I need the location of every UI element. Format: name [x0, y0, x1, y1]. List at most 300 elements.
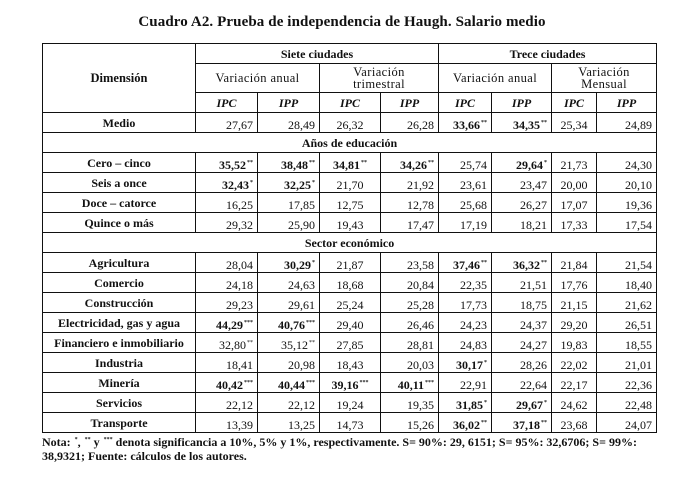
value-cell — [597, 213, 657, 233]
cell-value: 40,76 — [278, 318, 305, 332]
value-cell — [597, 173, 657, 193]
cell-value: 14,73 — [336, 418, 364, 432]
table-row — [43, 193, 657, 213]
table-row — [43, 173, 657, 193]
subgroup-line: Mensual — [581, 77, 627, 91]
cell-value: 17,47 — [407, 218, 435, 232]
value-cell — [552, 333, 597, 353]
row-label: Quince o más — [43, 213, 196, 233]
cell-value: 34,35 — [513, 118, 541, 132]
value-cell — [439, 253, 492, 273]
value-cell — [492, 413, 552, 433]
significance-marker: * — [544, 160, 548, 166]
cell-value: 17,73 — [460, 298, 488, 312]
significance-marker: *** — [359, 380, 369, 386]
cell-value: 19,43 — [336, 218, 364, 232]
cell-value: 18,68 — [336, 278, 364, 292]
note-sep-2: y — [90, 435, 103, 449]
value-cell — [381, 273, 439, 293]
table-note — [42, 435, 662, 463]
cell-value: 35,12 — [281, 338, 308, 352]
cell-value: 27,67 — [226, 118, 253, 132]
cell-value: 21,54 — [625, 258, 653, 272]
value-cell — [258, 333, 320, 353]
cell-value: 13,25 — [288, 418, 315, 432]
cell-value: 21,62 — [625, 298, 653, 312]
value-cell — [552, 173, 597, 193]
value-cell — [552, 313, 597, 333]
cell-value: 22,36 — [625, 378, 653, 392]
value-cell — [492, 173, 552, 193]
row-label: Transporte — [43, 413, 196, 433]
cell-value: 29,23 — [226, 298, 253, 312]
value-cell — [492, 293, 552, 313]
cell-value: 20,10 — [625, 178, 653, 192]
significance-marker: ** — [481, 260, 488, 266]
value-cell — [320, 253, 381, 273]
subgroup-line: Variación anual — [452, 71, 538, 85]
cell-value: 23,68 — [560, 418, 588, 432]
cell-value: 21,70 — [336, 178, 364, 192]
significance-marker: ** — [481, 420, 488, 426]
index-header: IPC — [320, 93, 381, 113]
cell-value: 18,41 — [226, 358, 253, 372]
cell-value: 26,27 — [520, 198, 548, 212]
table-row — [43, 113, 657, 133]
cell-value: 38,48 — [281, 158, 308, 172]
row-label: Cero – cinco — [43, 153, 196, 173]
cell-value: 22,35 — [460, 278, 488, 292]
row-label: Minería — [43, 373, 196, 393]
significance-marker: ** — [309, 160, 315, 166]
value-cell — [439, 393, 492, 413]
value-cell — [258, 173, 320, 193]
significance-marker: ** — [247, 340, 253, 346]
value-cell — [258, 213, 320, 233]
cell-value: 23,58 — [407, 258, 435, 272]
row-label: Industria — [43, 353, 196, 373]
significance-marker: ** — [541, 260, 548, 266]
value-cell — [196, 273, 258, 293]
cell-value: 17,76 — [560, 278, 588, 292]
cell-value: 34,26 — [400, 158, 428, 172]
value-cell — [196, 293, 258, 313]
section-row — [43, 133, 657, 153]
note-prefix: Nota: — [42, 435, 74, 449]
value-cell — [320, 373, 381, 393]
value-cell — [597, 373, 657, 393]
significance-marker: ** — [309, 340, 315, 346]
group-header-trece-ciudades: Trece ciudades — [439, 44, 657, 64]
value-cell — [597, 293, 657, 313]
value-cell — [439, 373, 492, 393]
table-row — [43, 413, 657, 433]
cell-value: 30,29 — [284, 258, 311, 272]
value-cell — [196, 253, 258, 273]
value-cell — [439, 333, 492, 353]
significance-marker: *** — [306, 320, 315, 326]
cell-value: 29,32 — [226, 218, 253, 232]
cell-value: 21,01 — [625, 358, 653, 372]
value-cell — [196, 213, 258, 233]
value-cell — [258, 113, 320, 133]
cell-value: 20,98 — [288, 358, 315, 372]
note-sig-2: ** — [84, 437, 91, 443]
cell-value: 19,35 — [407, 398, 435, 412]
value-cell — [597, 393, 657, 413]
cell-value: 28,04 — [226, 258, 253, 272]
note-text: denota significancia a 10%, 5% y 1%, respectivamente. S= 90%: 29, 6151; S= 95%: 32,6706; S= 99%: 38,9321; Fuente: cálculos de los autores. — [42, 435, 637, 463]
table-row — [43, 393, 657, 413]
value-cell — [258, 193, 320, 213]
value-cell — [196, 153, 258, 173]
value-cell — [439, 193, 492, 213]
value-cell — [492, 253, 552, 273]
row-label: Comercio — [43, 273, 196, 293]
row-label: Medio — [43, 113, 196, 133]
value-cell — [258, 253, 320, 273]
value-cell — [258, 273, 320, 293]
value-cell — [196, 333, 258, 353]
value-cell — [597, 353, 657, 373]
cell-value: 29,64 — [516, 158, 544, 172]
cell-value: 20,03 — [407, 358, 435, 372]
value-cell — [320, 153, 381, 173]
table-row — [43, 373, 657, 393]
cell-value: 21,92 — [407, 178, 435, 192]
value-cell — [552, 193, 597, 213]
table-row — [43, 213, 657, 233]
value-cell — [492, 273, 552, 293]
value-cell — [381, 153, 439, 173]
cell-value: 13,39 — [226, 418, 253, 432]
value-cell — [492, 333, 552, 353]
value-cell — [196, 313, 258, 333]
cell-value: 32,43 — [222, 178, 249, 192]
index-header: IPP — [492, 93, 552, 113]
value-cell — [439, 353, 492, 373]
table-row — [43, 293, 657, 313]
value-cell — [196, 113, 258, 133]
note-sig-1: * — [74, 437, 78, 443]
cell-value: 29,20 — [560, 318, 588, 332]
cell-value: 33,66 — [453, 118, 481, 132]
significance-marker: * — [484, 360, 488, 366]
cell-value: 26,51 — [625, 318, 653, 332]
cell-value: 24,62 — [560, 398, 588, 412]
note-sep-1: , — [77, 435, 84, 449]
value-cell — [439, 273, 492, 293]
significance-marker: ** — [481, 120, 488, 126]
value-cell — [320, 273, 381, 293]
cell-value: 40,11 — [397, 378, 425, 392]
cell-value: 17,33 — [560, 218, 588, 232]
value-cell — [381, 293, 439, 313]
cell-value: 17,19 — [460, 218, 488, 232]
value-cell — [597, 153, 657, 173]
cell-value: 39,16 — [331, 378, 359, 392]
row-label: Seis a once — [43, 173, 196, 193]
cell-value: 24,18 — [226, 278, 253, 292]
value-cell — [258, 153, 320, 173]
cell-value: 24,23 — [460, 318, 488, 332]
row-label: Servicios — [43, 393, 196, 413]
value-cell — [439, 313, 492, 333]
section-label: Sector económico — [43, 233, 657, 253]
value-cell — [552, 253, 597, 273]
value-cell — [258, 413, 320, 433]
value-cell — [492, 193, 552, 213]
cell-value: 28,81 — [407, 338, 435, 352]
subgroup-line: Variación — [353, 65, 405, 79]
cell-value: 18,75 — [520, 298, 548, 312]
value-cell — [597, 253, 657, 273]
cell-value: 37,46 — [453, 258, 481, 272]
row-label: Construcción — [43, 293, 196, 313]
cell-value: 37,18 — [513, 418, 541, 432]
row-label: Doce – catorce — [43, 193, 196, 213]
value-cell — [552, 113, 597, 133]
cell-value: 25,68 — [460, 198, 488, 212]
value-cell — [320, 413, 381, 433]
cell-value: 21,51 — [520, 278, 548, 292]
value-cell — [492, 213, 552, 233]
value-cell — [492, 153, 552, 173]
cell-value: 40,44 — [278, 378, 305, 392]
cell-value: 36,02 — [453, 418, 481, 432]
value-cell — [320, 193, 381, 213]
cell-value: 22,12 — [288, 398, 315, 412]
index-header: IPC — [439, 93, 492, 113]
value-cell — [552, 353, 597, 373]
cell-value: 20,84 — [407, 278, 435, 292]
cell-value: 17,85 — [288, 198, 315, 212]
value-cell — [258, 393, 320, 413]
subgroup-line: trimestral — [353, 77, 405, 91]
significance-marker: *** — [244, 320, 253, 326]
value-cell — [439, 113, 492, 133]
value-cell — [492, 113, 552, 133]
value-cell — [196, 173, 258, 193]
cell-value: 26,46 — [407, 318, 435, 332]
cell-value: 23,61 — [460, 178, 488, 192]
cell-value: 27,85 — [336, 338, 364, 352]
cell-value: 32,25 — [284, 178, 311, 192]
table-row — [43, 253, 657, 273]
value-cell — [552, 213, 597, 233]
value-cell — [196, 393, 258, 413]
value-cell — [196, 413, 258, 433]
cell-value: 12,75 — [336, 198, 364, 212]
cell-value: 21,73 — [560, 158, 588, 172]
cell-value: 24,37 — [520, 318, 548, 332]
cell-value: 18,43 — [336, 358, 364, 372]
cell-value: 17,07 — [560, 198, 588, 212]
significance-marker: *** — [244, 380, 253, 386]
significance-marker: * — [312, 180, 315, 186]
value-cell — [552, 413, 597, 433]
value-cell — [196, 353, 258, 373]
cell-value: 25,24 — [336, 298, 364, 312]
value-cell — [258, 353, 320, 373]
cell-value: 28,26 — [520, 358, 548, 372]
cell-value: 32,80 — [219, 338, 246, 352]
value-cell — [439, 413, 492, 433]
value-cell — [196, 193, 258, 213]
value-cell — [381, 253, 439, 273]
cell-value: 25,90 — [288, 218, 315, 232]
cell-value: 18,55 — [625, 338, 653, 352]
table-row — [43, 153, 657, 173]
significance-marker: ** — [247, 160, 253, 166]
cell-value: 29,40 — [336, 318, 364, 332]
cell-value: 19,83 — [560, 338, 588, 352]
cell-value: 15,26 — [407, 418, 435, 432]
value-cell — [320, 173, 381, 193]
subgroup-header — [320, 64, 439, 93]
value-cell — [492, 373, 552, 393]
cell-value: 22,12 — [226, 398, 253, 412]
index-header: IPP — [381, 93, 439, 113]
cell-value: 24,07 — [625, 418, 653, 432]
value-cell — [492, 353, 552, 373]
value-cell — [320, 293, 381, 313]
note-sig-3: *** — [103, 437, 113, 443]
significance-marker: *** — [425, 380, 435, 386]
cell-value: 25,28 — [407, 298, 435, 312]
cell-value: 25,74 — [460, 158, 488, 172]
index-header: IPP — [258, 93, 320, 113]
subgroup-header — [552, 64, 657, 93]
cell-value: 24,89 — [625, 118, 653, 132]
cell-value: 24,27 — [520, 338, 548, 352]
value-cell — [492, 313, 552, 333]
value-cell — [597, 113, 657, 133]
value-cell — [552, 153, 597, 173]
cell-value: 19,24 — [336, 398, 364, 412]
value-cell — [381, 113, 439, 133]
cell-value: 36,32 — [513, 258, 541, 272]
cell-value: 24,63 — [288, 278, 315, 292]
index-header: IPC — [196, 93, 258, 113]
significance-marker: * — [544, 400, 548, 406]
cell-value: 22,48 — [625, 398, 653, 412]
value-cell — [597, 333, 657, 353]
cell-value: 17,54 — [625, 218, 653, 232]
value-cell — [381, 413, 439, 433]
cell-value: 20,00 — [560, 178, 588, 192]
cell-value: 35,52 — [219, 158, 246, 172]
value-cell — [381, 173, 439, 193]
dimension-header: Dimensión — [43, 44, 196, 113]
significance-marker: * — [484, 400, 488, 406]
cell-value: 22,91 — [460, 378, 488, 392]
value-cell — [320, 113, 381, 133]
value-cell — [597, 413, 657, 433]
cell-value: 21,84 — [560, 258, 588, 272]
cell-value: 26,28 — [407, 118, 435, 132]
significance-marker: ** — [541, 420, 548, 426]
cell-value: 16,25 — [226, 198, 253, 212]
value-cell — [439, 213, 492, 233]
cell-value: 31,85 — [456, 398, 484, 412]
table-row — [43, 333, 657, 353]
row-label: Financiero e inmobiliario — [43, 333, 196, 353]
value-cell — [320, 213, 381, 233]
cell-value: 29,67 — [516, 398, 544, 412]
value-cell — [492, 393, 552, 413]
value-cell — [381, 353, 439, 373]
cell-value: 28,49 — [288, 118, 315, 132]
index-header: IPP — [597, 93, 657, 113]
value-cell — [258, 373, 320, 393]
value-cell — [381, 393, 439, 413]
value-cell — [552, 373, 597, 393]
value-cell — [439, 153, 492, 173]
significance-marker: *** — [306, 380, 315, 386]
cell-value: 22,17 — [560, 378, 588, 392]
value-cell — [381, 193, 439, 213]
subgroup-line: Variación anual — [215, 71, 300, 85]
value-cell — [196, 373, 258, 393]
haugh-test-table — [42, 43, 657, 433]
subgroup-header — [439, 64, 552, 93]
cell-value: 19,36 — [625, 198, 653, 212]
section-label: Años de educación — [43, 133, 657, 153]
value-cell — [439, 173, 492, 193]
cell-value: 30,17 — [456, 358, 484, 372]
value-cell — [552, 273, 597, 293]
value-cell — [552, 293, 597, 313]
value-cell — [381, 313, 439, 333]
cell-value: 23,47 — [520, 178, 548, 192]
index-header: IPC — [552, 93, 597, 113]
value-cell — [320, 393, 381, 413]
row-label: Electricidad, gas y agua — [43, 313, 196, 333]
value-cell — [381, 333, 439, 353]
value-cell — [439, 293, 492, 313]
cell-value: 25,34 — [560, 118, 588, 132]
value-cell — [258, 293, 320, 313]
value-cell — [320, 333, 381, 353]
value-cell — [381, 373, 439, 393]
significance-marker: * — [250, 180, 253, 186]
value-cell — [320, 353, 381, 373]
cell-value: 24,83 — [460, 338, 488, 352]
table-body — [43, 113, 657, 433]
value-cell — [258, 313, 320, 333]
subgroup-line: Variación — [578, 65, 630, 79]
value-cell — [597, 313, 657, 333]
significance-marker: ** — [428, 160, 435, 166]
value-cell — [597, 193, 657, 213]
value-cell — [381, 213, 439, 233]
subgroup-header — [196, 64, 320, 93]
cell-value: 18,21 — [520, 218, 548, 232]
cell-value: 40,42 — [216, 378, 243, 392]
significance-marker: ** — [541, 120, 548, 126]
cell-value: 22,02 — [560, 358, 588, 372]
cell-value: 34,81 — [333, 158, 360, 172]
group-header-siete-ciudades: Siete ciudades — [196, 44, 439, 64]
value-cell — [597, 273, 657, 293]
cell-value: 24,30 — [625, 158, 653, 172]
table-title: Cuadro A2. Prueba de independencia de Haugh. Salario medio — [138, 14, 546, 30]
table-row — [43, 353, 657, 373]
value-cell — [552, 393, 597, 413]
cell-value: 21,87 — [336, 258, 364, 272]
value-cell — [320, 313, 381, 333]
